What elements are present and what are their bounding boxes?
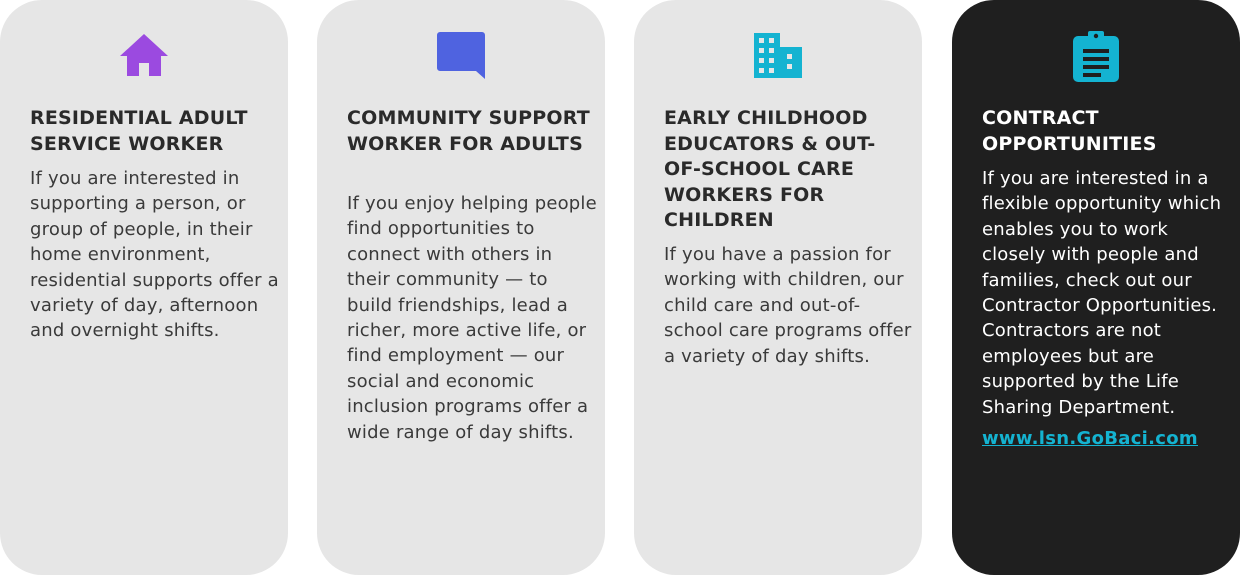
building-icon xyxy=(634,30,922,82)
card-residential-adult-service-worker xyxy=(0,0,288,575)
home-icon xyxy=(0,30,288,82)
chat-bubble-icon xyxy=(317,30,605,82)
card-description: If you are interested in a flexible opportunity which enables you to work closely with people and families, check out our Contractor Opportunities. Contractors are not employees but are supported by the Life Sharing Department. xyxy=(982,168,1222,418)
card-title: EARLY CHILDHOOD EDUCATORS & OUT-OF-SCHOOL CARE WORKERS FOR CHILDREN xyxy=(664,107,876,231)
card-title: COMMUNITY SUPPORT WORKER FOR ADULTS xyxy=(347,107,590,155)
card-content xyxy=(982,166,1232,449)
card-description: If you are interested in supporting a person, or group of people, in their home environment, residential supports offer a variety of day, afternoon and overnight shifts. xyxy=(30,168,279,342)
card-description: If you enjoy helping people find opportunities to connect with others in their community — to build friendships, lead a richer, more active life, or find employment — our social and economic inclusion programs offer a wide range of day shifts. xyxy=(347,193,597,443)
card-contract-opportunities xyxy=(952,0,1240,575)
card-title: CONTRACT OPPORTUNITIES xyxy=(982,107,1157,155)
clipboard-icon xyxy=(952,30,1240,82)
card-description: If you have a passion for working with children, our child care and out-of-school care programs offer a variety of day shifts. xyxy=(664,244,912,367)
card-community-support-worker xyxy=(317,0,605,575)
card-early-childhood-educators xyxy=(634,0,922,575)
card-title: RESIDENTIAL ADULT SERVICE WORKER xyxy=(30,107,248,155)
website-link[interactable]: www.lsn.GoBaci.com xyxy=(982,428,1198,450)
